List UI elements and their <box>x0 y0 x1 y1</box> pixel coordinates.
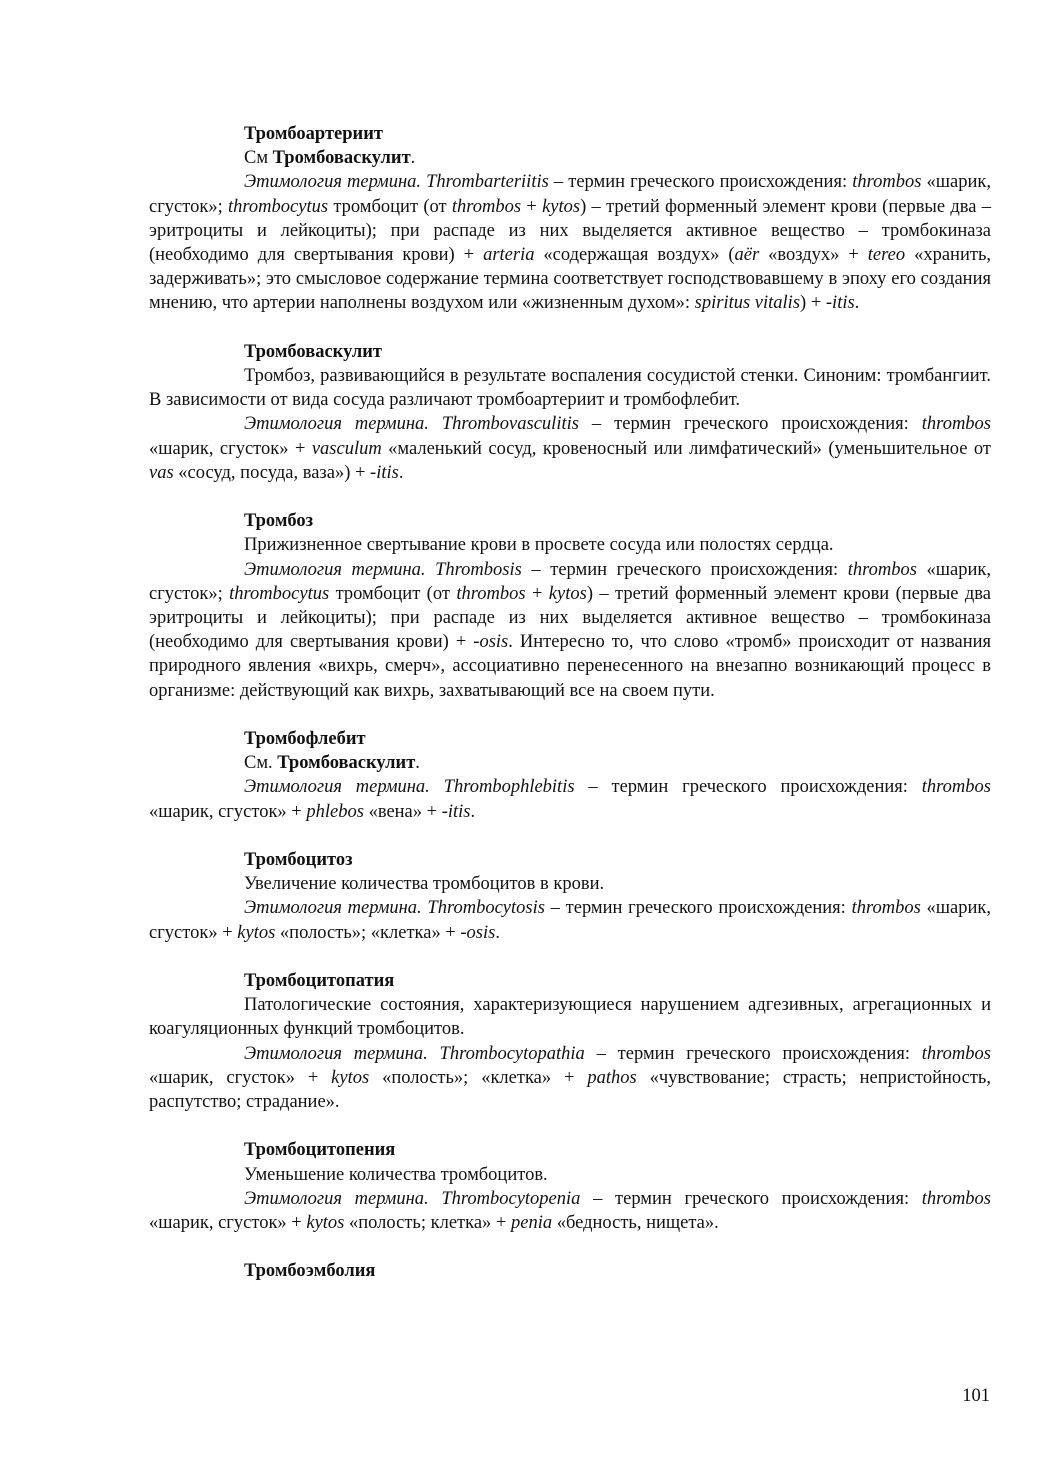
etymology-text: «чувствование; страсть; непристойность, распутство; страдание». <box>149 1067 991 1113</box>
etymology-term: thrombos <box>851 898 921 919</box>
entry-definition: Уменьшение количества тромбоцитов. <box>244 1164 548 1185</box>
etymology-term: -osis <box>473 632 509 653</box>
entry-etymology <box>149 1187 991 1235</box>
entry-etymology <box>149 1042 991 1115</box>
entry-thrombocytopenia <box>149 1138 991 1235</box>
etymology-text: «бедность, нищета». <box>552 1213 719 1234</box>
entry-term: Тромбоцитопатия <box>244 971 395 992</box>
see-prefix: См. <box>244 753 278 774</box>
etymology-text: + <box>521 196 543 217</box>
etymology-text: ) + <box>800 293 826 314</box>
entry-term: Тромбоэмболия <box>244 1261 376 1282</box>
entry-thrombovasculitis <box>149 340 991 485</box>
etymology-term: Этимология термина. Thrombocytopathia <box>244 1043 585 1064</box>
etymology-term: Этимология термина. Thrombarteriitis <box>244 172 549 193</box>
etymology-text: . <box>398 462 404 483</box>
see-suffix: . <box>410 148 416 169</box>
etymology-text: . <box>495 922 500 943</box>
etymology-term: spiritus vitalis <box>694 293 801 314</box>
see-term-link[interactable]: Тромбоваскулит <box>277 753 416 774</box>
etymology-term: thrombos <box>847 559 917 580</box>
etymology-term: vasculum <box>311 438 382 459</box>
entry-etymology <box>149 412 991 485</box>
etymology-text: «полость»; «клетка» + <box>369 1067 588 1088</box>
etymology-text: – термин греческого происхождения: <box>584 1043 922 1064</box>
entry-definition: Прижизненное свертывание крови в просвете сосуда или полостях сердца. <box>244 535 834 556</box>
see-suffix: . <box>415 753 420 774</box>
etymology-text: «хранить, задерживать»; это смысловое содержание термина соответствует господствовавшему в эпоху его создания мнению, что артерии наполнены воздухом или «жизненным духом»: <box>149 245 992 314</box>
entry-term: Тромбоцитопения <box>244 1140 396 1161</box>
etymology-text: «шарик, сгусток» + <box>149 801 307 822</box>
etymology-term: thrombocytus <box>229 583 330 604</box>
entry-thrombocytosis <box>149 848 991 945</box>
etymology-term: arteria <box>483 245 535 266</box>
etymology-text: «шарик, сгусток» + <box>149 1213 307 1234</box>
etymology-term: pathos <box>587 1067 637 1088</box>
etymology-text: «воздух» + <box>759 245 868 266</box>
entry-thrombophlebitis <box>149 727 991 824</box>
entry-definition: Увеличение количества тромбоцитов в крови. <box>244 874 605 895</box>
document-page <box>149 122 991 1308</box>
etymology-term: thrombos <box>921 1043 991 1064</box>
etymology-text: ) – третий форменный элемент крови (первые два эритроциты и лейкоциты); при распаде из них выделяется активное вещество – тромбокиназа (необходимо для свертывания крови) + <box>149 583 992 653</box>
etymology-term: thrombos <box>921 414 992 435</box>
entry-see-also <box>149 146 991 170</box>
etymology-text: – термин греческого происхождения: <box>544 898 852 919</box>
etymology-text: . <box>854 293 860 314</box>
etymology-term: thrombos <box>852 172 922 193</box>
etymology-text: тромбоцит (от <box>329 583 457 604</box>
entry-term: Тромбоз <box>244 511 314 532</box>
etymology-term: Этимология термина. Thrombophlebitis <box>244 777 575 798</box>
see-term-link[interactable]: Тромбоваскулит <box>272 148 411 169</box>
etymology-term: thrombos <box>451 196 522 217</box>
etymology-text: . <box>470 801 476 822</box>
entry-thrombosis <box>149 509 991 703</box>
entry-etymology <box>149 896 991 944</box>
etymology-text: «шарик, сгусток» + <box>149 1067 332 1088</box>
etymology-term: kytos <box>237 922 276 943</box>
etymology-term: -itis <box>370 462 399 483</box>
entry-term: Тромбоартериит <box>244 124 383 144</box>
etymology-term: kytos <box>331 1067 370 1088</box>
etymology-term: penia <box>510 1213 553 1234</box>
etymology-text: «шарик, сгусток» + <box>149 438 312 459</box>
etymology-term: thrombos <box>921 1188 992 1209</box>
entry-thromboembolism <box>149 1259 991 1283</box>
etymology-text: – термин греческого происхождения: <box>578 414 922 435</box>
etymology-text: «сосуд, посуда, ваза») + <box>173 462 371 483</box>
entry-definition: Тромбоз, развивающийся в результате воспаления сосудистой стенки. Синоним: тромбангиит. В зависимости от вида сосуда различают тромбоартериит и тромбофлебит. <box>149 366 991 411</box>
etymology-term: -osis <box>460 922 496 943</box>
etymology-text: – термин греческого происхождения: <box>521 559 848 580</box>
etymology-text: «шарик, сгусток»; <box>149 172 991 217</box>
entry-etymology <box>149 170 991 315</box>
etymology-term: thrombocytus <box>228 196 329 217</box>
etymology-term: Этимология термина. Thrombocytopenia <box>244 1188 581 1209</box>
etymology-text: «вена» + <box>363 801 442 822</box>
etymology-text: – термин греческого происхождения: <box>574 777 922 798</box>
etymology-text: – термин греческого происхождения: <box>580 1188 922 1209</box>
etymology-text: + <box>525 583 549 604</box>
etymology-term: Этимология термина. Thrombocytosis <box>244 898 545 919</box>
etymology-text: ) – третий форменный элемент крови (первые два – эритроциты и лейкоциты); при распаде из них выделяется активное вещество – тромбокиназа (необходимо для свертывания крови) + <box>149 196 991 266</box>
etymology-text: «маленький сосуд, кровеносный или лимфатический» (уменьшительное от <box>381 438 991 459</box>
entry-term: Тромбоцитоз <box>244 850 353 871</box>
etymology-text: «шарик, сгусток» + <box>149 898 991 943</box>
etymology-term: tereo <box>867 245 906 266</box>
etymology-text: «полость; клетка» + <box>344 1213 511 1234</box>
entry-thrombocytopathia <box>149 969 991 1114</box>
etymology-term: phlebos <box>306 801 364 822</box>
etymology-term: -itis <box>825 293 855 314</box>
entry-etymology <box>149 775 991 823</box>
etymology-term: -itis <box>441 801 471 822</box>
etymology-term: Этимология термина. Thrombovasculitis <box>244 414 579 435</box>
etymology-term: aёr <box>734 245 760 266</box>
etymology-term: kytos <box>306 1213 345 1234</box>
entry-definition: Патологические состояния, характеризующиеся нарушением адгезивных, агрегационных и коагуляционных функций тромбоцитов. <box>149 995 991 1040</box>
etymology-text: «содержащая воздух» ( <box>534 245 735 266</box>
etymology-term: vas <box>149 462 174 483</box>
etymology-term: kytos <box>548 583 587 604</box>
etymology-term: Этимология термина. Thrombosis <box>244 559 522 580</box>
etymology-text: тромбоцит (от <box>328 196 452 217</box>
etymology-term: kytos <box>542 196 581 217</box>
etymology-term: thrombos <box>921 777 991 798</box>
etymology-text: «шарик, сгусток»; <box>149 559 991 604</box>
entry-term: Тромбоваскулит <box>244 341 382 362</box>
see-prefix: См <box>244 148 273 169</box>
entry-thrombarteriitis <box>149 122 991 316</box>
page-number: 101 <box>962 1386 990 1406</box>
etymology-text: – термин греческого происхождения: <box>548 172 853 193</box>
etymology-text: . Интересно то, что слово «тромб» происходит от названия природного явления «вихрь, смерч», ассоциативно перенесенного на внезапно возникающий процесс в организме: действующий как вихрь, захватывающий все на своем пути. <box>149 632 992 701</box>
etymology-text: «полость»; «клетка» + <box>275 922 461 943</box>
entry-etymology <box>149 558 991 703</box>
entry-see-also <box>149 751 991 775</box>
etymology-term: thrombos <box>456 583 526 604</box>
entry-term: Тромбофлебит <box>244 729 366 750</box>
